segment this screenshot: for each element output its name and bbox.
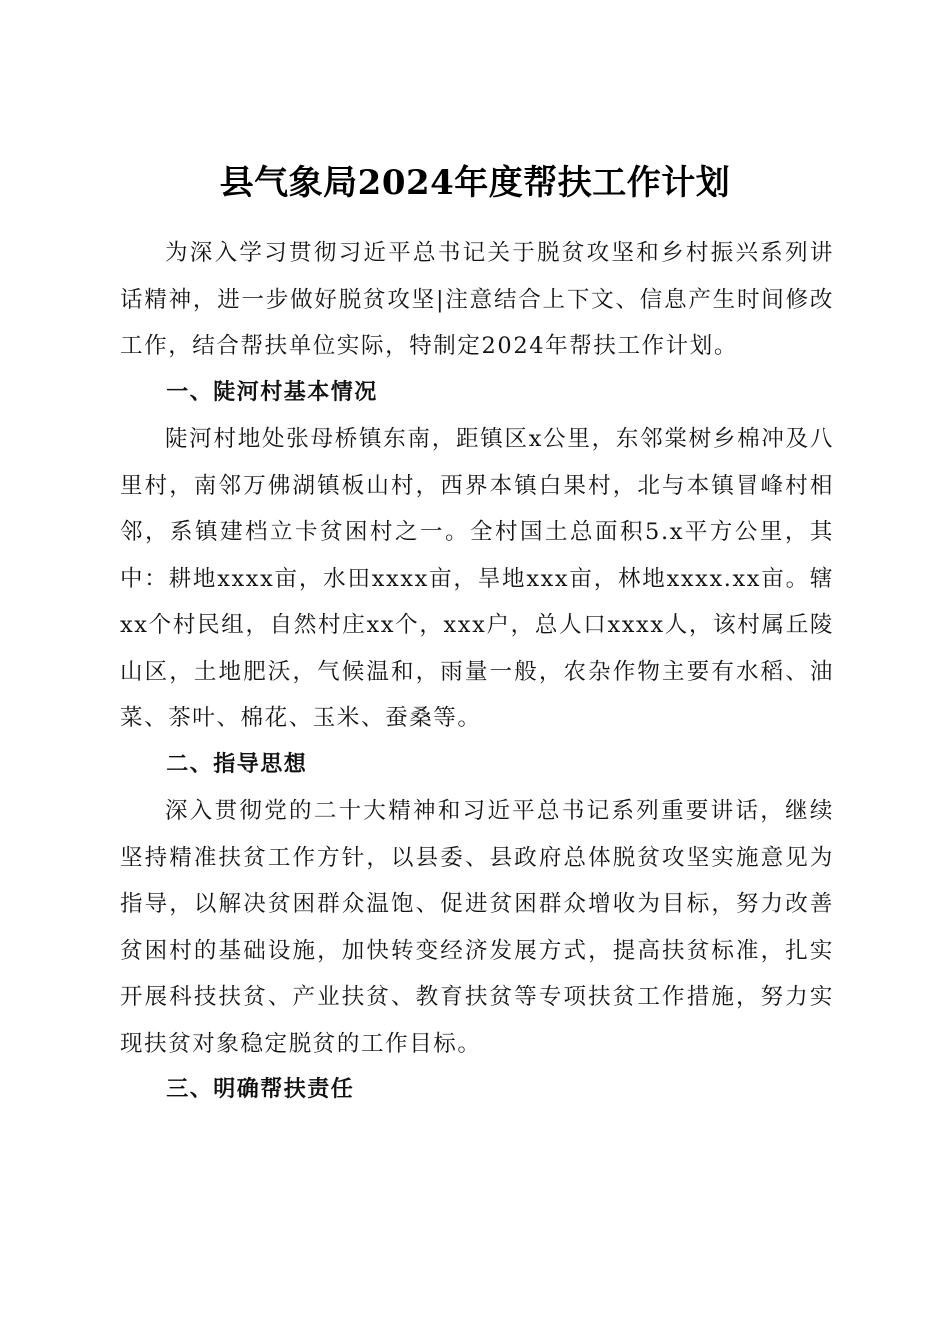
document-body — [120, 230, 834, 1114]
section-paragraph-guiding-thought: 深入贯彻党的二十大精神和习近平总书记系列重要讲话，继续坚持精准扶贫工作方针，以县委、县政府总体脱贫攻坚实施意见为指导，以解决贫困群众温饱、促进贫困群众增收为目标，努力改善贫困村的基础设施，加快转变经济发展方式，提高扶贫标准，扎实开展科技扶贫、产业扶贫、教育扶贫等专项扶贫工作措施，努力实现扶贫对象稳定脱贫的工作目标。 — [120, 798, 834, 1057]
section-heading-responsibilities: 三、明确帮扶责任 — [166, 1077, 355, 1102]
section-paragraph-village-overview: 陡河村地处张母桥镇东南，距镇区x公里，东邻棠树乡棉冲及八里村，南邻万佛湖镇板山村，西界本镇白果村，北与本镇冒峰村相邻，系镇建档立卡贫困村之一。全村国土总面积5.x平方公里，其中：耕地xxxx亩，水田xxxx亩，旱地xxx亩，林地xxxx.xx亩。辖xx个村民组，自然村庄xx个，xxx户，总人口xxxx人，该村属丘陵山区，土地肥沃，气候温和，雨量一般，农杂作物主要有水稻、油菜、茶叶、棉花、玉米、蚕桑等。 — [120, 426, 834, 731]
document-title: 县气象局2024年度帮扶工作计划 — [219, 162, 731, 203]
section-heading-village-overview: 一、陡河村基本情况 — [166, 379, 378, 405]
intro-paragraph: 为深入学习贯彻习近平总书记关于脱贫攻坚和乡村振兴系列讲话精神，进一步做好脱贫攻坚|注意结合上下文、信息产生时间修改工作，结合帮扶单位实际，特制定2024年帮扶工作计划。 — [120, 240, 834, 359]
section-heading-guiding-thought: 二、指导思想 — [166, 751, 308, 777]
